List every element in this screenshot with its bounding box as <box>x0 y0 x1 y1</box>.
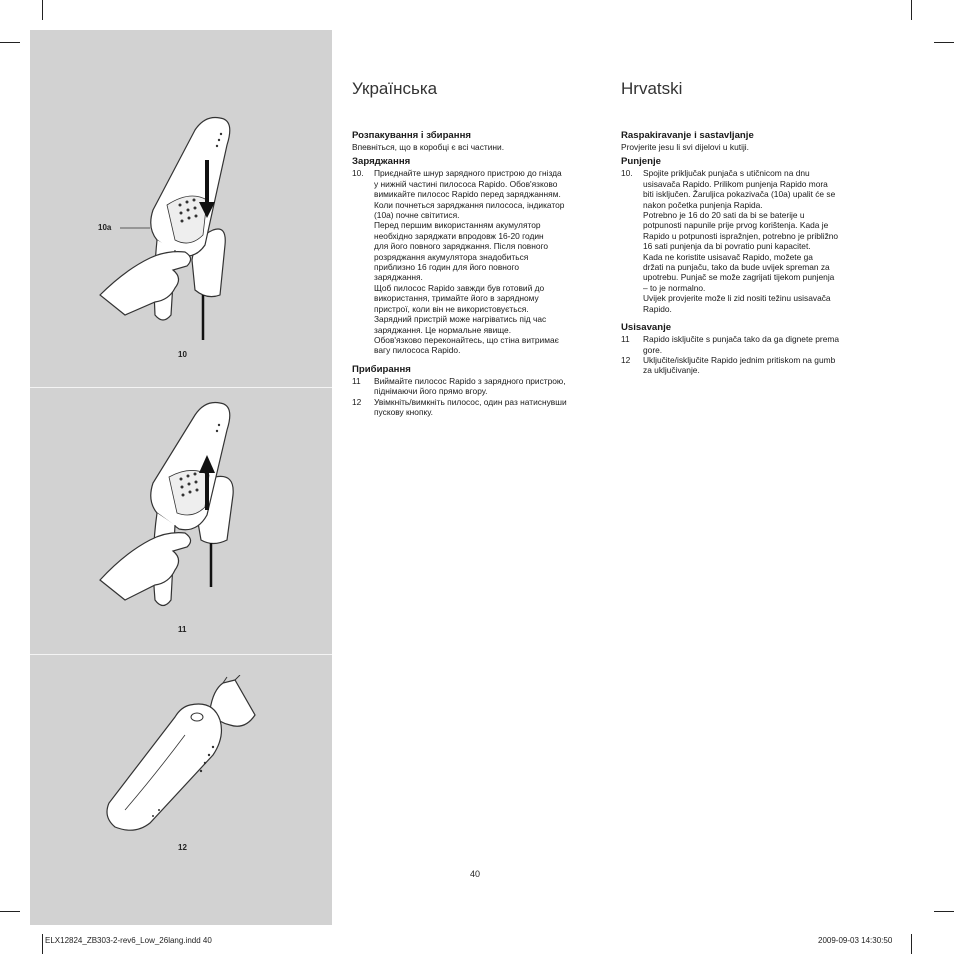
crop-mark <box>911 0 912 20</box>
figure-label-12: 12 <box>178 843 187 852</box>
step-text: Spojite priključak punjača s utičnicom na dnu usisavača Rapido. Prilikom punjenja Rapido mora biti isključen. Žaruljica pokazivača (10a) upalit će se nakon početka punjenja Rapida. Potrebno je 16 do 20 sati da bi se baterije u potpunosti napunile prije prvog korištenja. Kada je Rapido u potpunosti ispražnjen, potrebno je približno 16 sati punjenja da bi povratio puni kapacitet. Kada ne koristite usisavač Rapido, možete ga držati na punjaču, tako da bude uvijek spreman za upotrebu. Punjač se može zagrijati tijekom punjenja – to je normalno. Uvijek provjerite može li zid nositi težinu usisavača Rapido. <box>643 168 839 314</box>
crop-mark <box>0 42 20 43</box>
charging-heading: Заряджання <box>352 156 411 168</box>
list-item <box>352 168 602 355</box>
step-text: Виймайте пилосос Rapido з зарядного пристрою, піднімаючи його прямо вгору. <box>374 375 566 397</box>
section-title-ukrainian: Українська <box>352 79 438 98</box>
crop-mark <box>0 911 20 912</box>
step-number: 11 <box>621 334 630 345</box>
unpacking-heading: Raspakiravanje i sastavljanje <box>621 130 754 141</box>
crop-mark <box>42 934 43 954</box>
cleaning-section <box>621 322 871 376</box>
unpacking-text: Впевніться, що в коробці є всі частини. <box>352 142 505 152</box>
charging-section <box>621 156 871 314</box>
list-item <box>352 376 602 397</box>
step-number: 11 <box>352 375 361 386</box>
charging-heading: Punjenje <box>621 156 661 168</box>
crop-mark <box>42 0 43 20</box>
figure-divider <box>30 387 332 388</box>
figure-label-10a: 10a <box>98 223 112 232</box>
list-item <box>621 168 871 314</box>
page-number: 40 <box>470 869 481 879</box>
figure-12-switch-illustration <box>95 675 265 835</box>
crop-mark <box>911 934 912 954</box>
list-item <box>621 334 871 355</box>
cleaning-heading: Usisavanje <box>621 322 672 334</box>
step-text: Rapido isključite s punjača tako da ga dignete prema gore. <box>643 334 840 355</box>
unpacking-heading: Розпакування і збирання <box>352 130 471 141</box>
charging-section <box>352 156 602 355</box>
figure-11-remove-illustration <box>95 395 245 620</box>
crop-mark <box>934 911 954 912</box>
ukrainian-column <box>352 78 602 421</box>
section-title-croatian: Hrvatski <box>621 79 683 98</box>
step-number: 12 <box>621 354 631 365</box>
list-item <box>621 355 871 376</box>
step-text: Приєднайте шнур зарядного пристрою до гнізда у нижній частині пилососа Rapido. Обов'язково вимикайте пилосос Rapido перед заряджанням. Коли почнеться заряджання пилососа, індикатор (10a) почне світитися. Перед першим використанням акумулятор необхідно заряджати впродовж 16-20 годин для його повного заряджання. Після повного розряджання акумулятора знадобиться приблизно 16 годин для його повного заряджання. Щоб пилосос Rapido завжди був готовий до використання, тримайте його в зарядному пристрої, коли він не використовується. Зарядний пристрій може нагріватись під час заряджання. Це нормальне явище. Обов'язково переконайтесь, що стіна витримає вагу пилососа Rapido. <box>374 168 565 356</box>
step-number: 12 <box>352 396 362 407</box>
unpacking-section <box>621 130 871 152</box>
figure-label-10: 10 <box>178 350 187 359</box>
footer-filename: ELX12824_ZB303-2-rev6_Low_26lang.indd 40 <box>45 936 212 945</box>
unpacking-section <box>352 130 602 152</box>
footer-timestamp: 2009-09-03 14:30:50 <box>818 936 893 945</box>
step-text: Uključite/isključite Rapido jednim pritiskom na gumb za uključivanje. <box>643 354 836 376</box>
step-number: 10. <box>621 168 633 179</box>
unpacking-text: Provjerite jesu li svi dijelovi u kutiji. <box>621 142 749 152</box>
figure-divider <box>30 654 332 655</box>
list-item <box>352 397 602 418</box>
figure-10-charging-illustration <box>95 110 245 340</box>
cleaning-section <box>352 364 602 418</box>
croatian-column <box>621 78 871 380</box>
step-text: Увімкніть/вимкніть пилосос, один раз натиснувши пускову кнопку. <box>374 396 567 417</box>
figure-label-11: 11 <box>178 625 187 634</box>
cleaning-heading: Прибирання <box>352 363 411 375</box>
crop-mark <box>934 42 954 43</box>
step-number: 10. <box>352 168 364 179</box>
